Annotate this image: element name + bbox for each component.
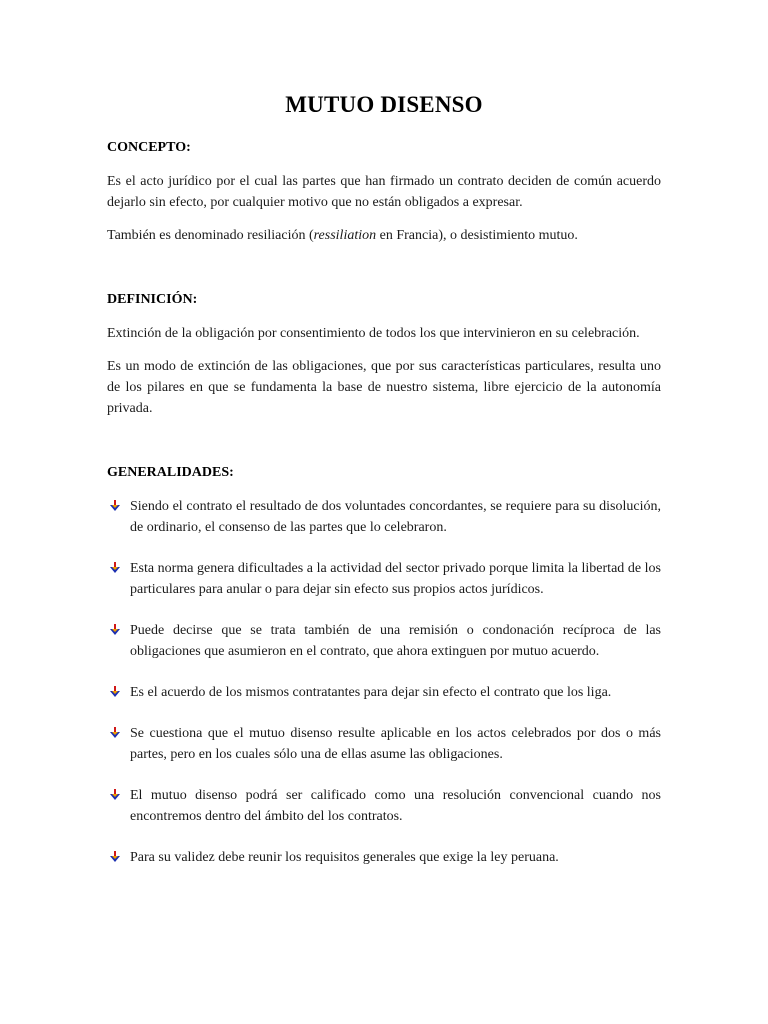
section-heading-definicion: DEFINICIÓN: [107,292,198,307]
section-generalidades [107,465,661,868]
list-item [107,558,661,600]
arrow-down-bullet-icon [109,789,121,801]
list-item-text: Se cuestiona que el mutuo disenso resulte aplicable en los actos celebrados por dos o más partes, pero en los cuales sólo una de ellas asume las obligaciones. [130,726,661,762]
list-item-text: Siendo el contrato el resultado de dos voluntades concordantes, se requiere para su disolución, de ordinario, el consenso de las partes que lo celebraron. [130,499,661,535]
document-title: MUTUO DISENSO [285,92,483,117]
list-item-text: Esta norma genera dificultades a la actividad del sector privado porque limita la libertad de los particulares para anular o para dejar sin efecto sus propios actos jurídicos. [130,561,661,597]
list-item [107,723,661,765]
list-item [107,785,661,827]
list-item [107,496,661,538]
section-spacer [107,431,661,465]
list-item-text: El mutuo disenso podrá ser calificado como una resolución convencional cuando nos encontremos dentro del ámbito del los contratos. [130,788,661,824]
section-spacer [107,258,661,292]
arrow-down-bullet-icon [109,562,121,574]
arrow-down-bullet-icon [109,686,121,698]
arrow-down-bullet-icon [109,851,121,863]
concepto-paragraph-2-end: en Francia), o desistimiento mutuo. [376,228,578,243]
list-item [107,682,661,703]
list-item-text: Es el acuerdo de los mismos contratantes para dejar sin efecto el contrato que los liga. [130,685,612,700]
list-item [107,847,661,868]
list-item-text: Puede decirse que se trata también de una remisión o condonación recíproca de las obligaciones que asumieron en el contrato, que ahora extinguen por mutuo acuerdo. [130,623,661,659]
arrow-down-bullet-icon [109,727,121,739]
arrow-down-bullet-icon [109,500,121,512]
definicion-paragraph-1: Extinción de la obligación por consentimiento de todos los que intervinieron en su celebración. [107,326,640,341]
concepto-paragraph-2 [107,225,661,246]
list-item-text: Para su validez debe reunir los requisitos generales que exige la ley peruana. [130,850,559,865]
list-item [107,620,661,662]
generalidades-list [107,496,661,868]
definicion-paragraph-2: Es un modo de extinción de las obligaciones, que por sus características particulares, resulta uno de los pilares en que se fundamenta la base de nuestro sistema, libre ejercicio de la autonomía privada. [107,359,661,416]
section-heading-generalidades: GENERALIDADES: [107,465,234,480]
arrow-down-bullet-icon [109,624,121,636]
section-concepto [107,140,661,246]
section-heading-concepto: CONCEPTO: [107,140,191,155]
concepto-paragraph-2-start: También es denominado resiliación ( [107,228,314,243]
section-definicion [107,292,661,419]
concepto-paragraph-2-italic: ressiliation [313,228,377,243]
concepto-paragraph-1: Es el acto jurídico por el cual las partes que han firmado un contrato deciden de común acuerdo dejarlo sin efecto, por cualquier motivo que no están obligados a expresar. [107,174,661,210]
